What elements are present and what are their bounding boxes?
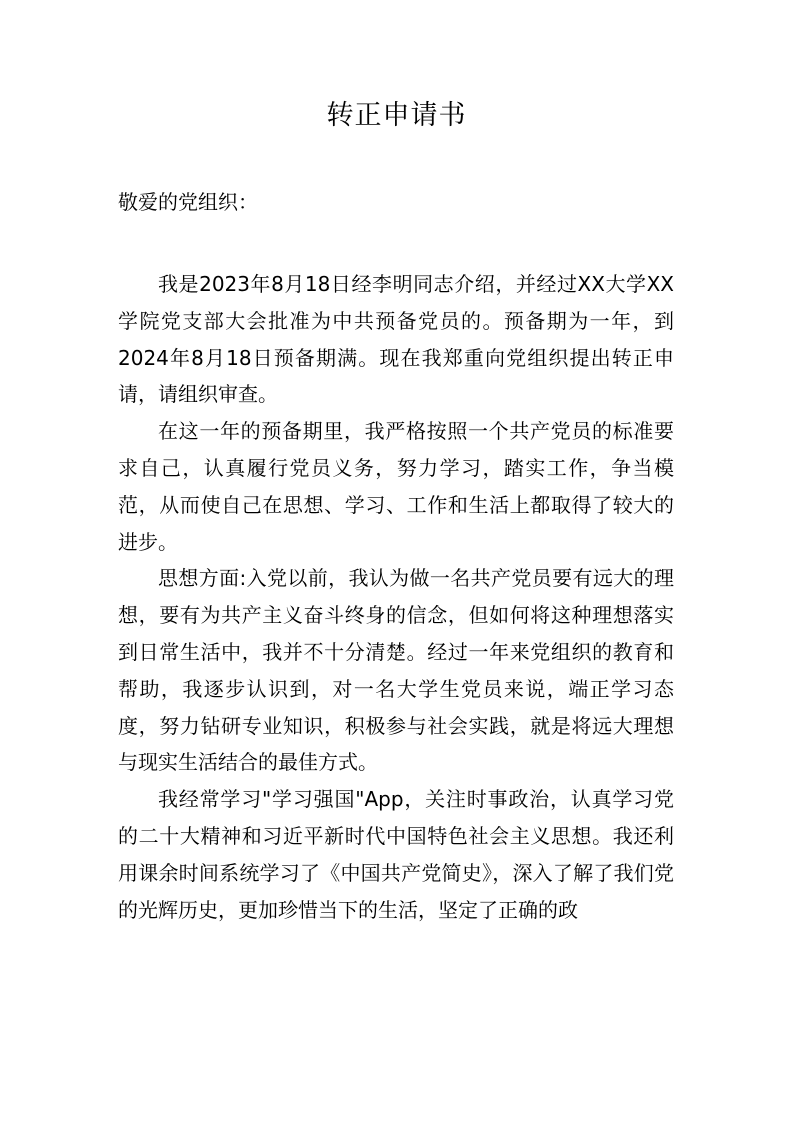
document-title: 转正申请书 [326, 100, 467, 131]
document-body [118, 266, 674, 928]
salutation: 敬爱的党组织： [118, 190, 258, 214]
paragraph-probation-summary: 在这一年的预备期里，我严格按照一个共产党员的标准要求自己，认真履行党员义务，努力学习，踏实工作，争当模范，从而使自己在思想、学习、工作和生活上都取得了较大的进步。 [118, 419, 674, 554]
paragraph-introduction: 我是2023年8月18日经李明同志介绍，并经过XX大学XX学院党支部大会批准为中共预备党员的。预备期为一年，到2024年8月18日预备期满。现在我郑重向党组织提出转正申请，请组织审查。 [118, 272, 674, 407]
paragraph-study: 我经常学习"学习强国"App，关注时事政治，认真学习党的二十大精神和习近平新时代中国特色社会主义思想。我还利用课余时间系统学习了《中国共产党简史》，深入了解了我们党的光辉历史，更加珍惜当下的生活，坚定了正确的政 [118, 787, 674, 922]
paragraph-ideology: 思想方面:入党以前，我认为做一名共产党员要有远大的理想，要有为共产主义奋斗终身的信念，但如何将这种理想落实到日常生活中，我并不十分清楚。经过一年来党组织的教育和帮助，我逐步认识到，对一名大学生党员来说，端正学习态度，努力钻研专业知识，积极参与社会实践，就是将远大理想与现实生活结合的最佳方式。 [118, 566, 674, 775]
